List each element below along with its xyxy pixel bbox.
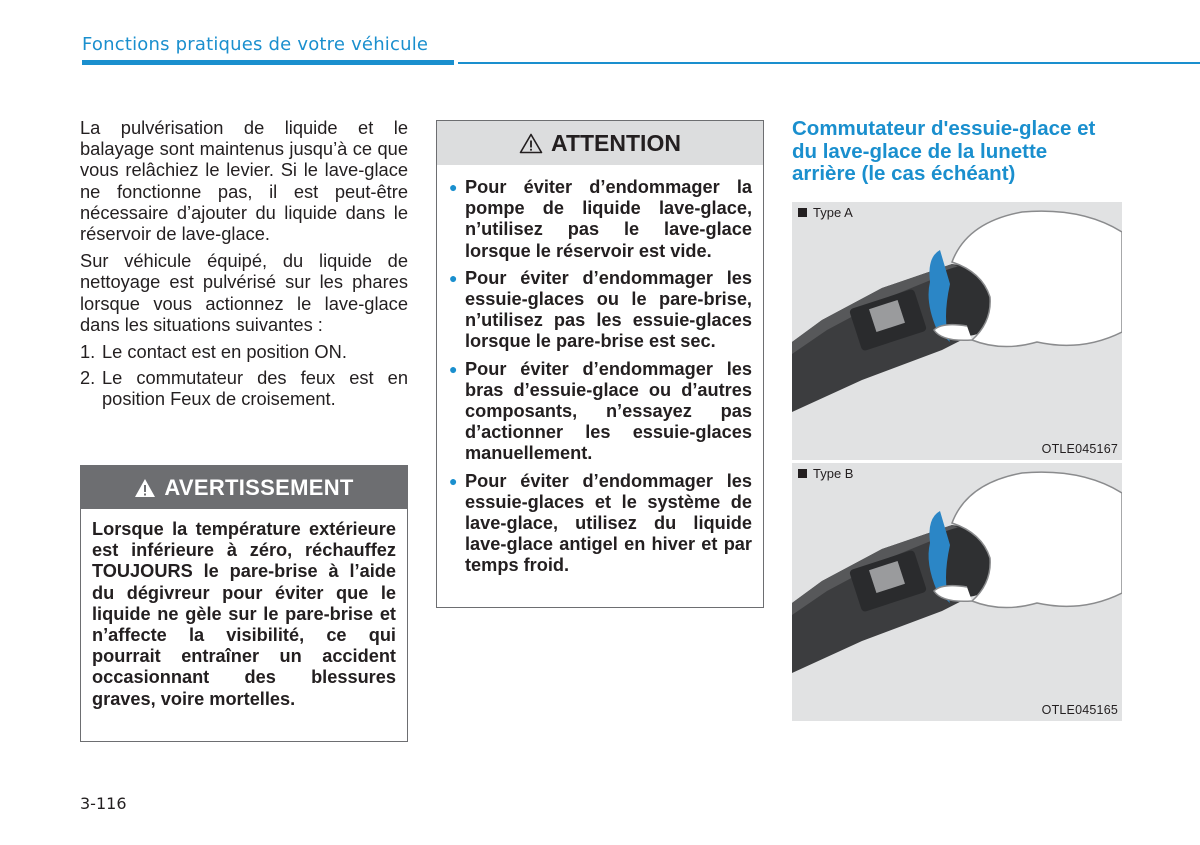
figure-code: OTLE045167 <box>1041 442 1118 456</box>
warning-header <box>81 466 407 509</box>
warning-triangle-icon <box>134 478 156 498</box>
attention-item-text: Pour éviter d’endommager les essuie-glaces ou le pare-brise, n’utilisez pas les essuie-glaces lorsque le pare-brise est sec. <box>465 267 752 352</box>
figure-label <box>798 205 853 220</box>
wiper-stalk-illustration <box>792 202 1122 460</box>
list-item <box>448 359 752 465</box>
warning-box <box>80 465 408 742</box>
list-item-number: 1. <box>80 341 96 363</box>
square-bullet-icon <box>798 469 807 478</box>
list-item <box>80 341 408 362</box>
warning-text: Lorsque la température extérieure est inférieure à zéro, réchauffez TOUJOURS le pare-brise à l’aide du dégivreur pour éviter que le liquide ne gèle sur le pare-brise et n’affecte la visibilité, ce qui pourrait entraîner un accident occasionnant des blessures graves, voire mortelles. <box>92 519 396 709</box>
square-bullet-icon <box>798 208 807 217</box>
header-rule-thin <box>458 62 1200 64</box>
attention-header <box>437 121 763 165</box>
figure-type-b <box>792 463 1122 721</box>
caution-triangle-icon <box>519 133 543 154</box>
bullet-icon: ● <box>449 269 458 286</box>
list-item-text: Le commutateur des feux est en position Feux de croisement. <box>102 367 408 410</box>
attention-list <box>437 165 763 577</box>
figure-label <box>798 466 853 481</box>
list-item-number: 2. <box>80 367 96 389</box>
attention-title: ATTENTION <box>551 129 681 156</box>
conditions-list <box>80 341 408 410</box>
body-paragraph-2: Sur véhicule équipé, du liquide de nettoyage est pulvérisé sur les phares lorsque vous actionnez le lave-glace dans les situations suivantes : <box>80 250 408 335</box>
list-item-text: Le contact est en position ON. <box>102 341 347 363</box>
attention-item-text: Pour éviter d’endommager les essuie-glaces et le système de lave-glace, utilisez du liquide lave-glace antigel en hiver et par temps froid. <box>465 470 752 576</box>
list-item <box>80 367 408 409</box>
wiper-stalk-illustration <box>792 463 1122 721</box>
section-title: Commutateur d'essuie-glace et du lave-glace de la lunette arrière (le cas échéant) <box>792 117 1096 186</box>
page-number: 3-116 <box>80 794 127 813</box>
figure-type-a <box>792 202 1122 460</box>
list-item <box>448 471 752 577</box>
list-item <box>448 268 752 353</box>
running-header: Fonctions pratiques de votre véhicule <box>82 34 429 55</box>
warning-title: AVERTISSEMENT <box>164 474 354 500</box>
bullet-icon: ● <box>449 179 458 195</box>
attention-item-text: Pour éviter d’endommager la pompe de liquide lave-glace, n’utilisez pas le lave-glace lorsque le réservoir est vide. <box>465 177 752 261</box>
bullet-icon: ● <box>449 472 458 489</box>
attention-box <box>436 120 764 608</box>
attention-item-text: Pour éviter d’endommager les bras d’essuie-glace ou d’autres composants, n’essayez pas d’actionner les essuie-glaces manuellement. <box>465 358 752 464</box>
left-column <box>80 117 408 415</box>
bullet-icon: ● <box>449 360 458 377</box>
figure-label-text: Type A <box>813 205 853 220</box>
figure-code: OTLE045165 <box>1041 703 1118 717</box>
figure-label-text: Type B <box>813 466 854 481</box>
body-paragraph-1: La pulvérisation de liquide et le balayage sont maintenus jusqu’à ce que vous relâchiez le levier. Si le lave-glace ne fonctionne pas, il est peut-être nécessaire d’ajouter du liquide dans le réservoir de lave-glace. <box>80 117 408 245</box>
header-rule-thick <box>82 60 454 65</box>
list-item <box>448 177 752 262</box>
